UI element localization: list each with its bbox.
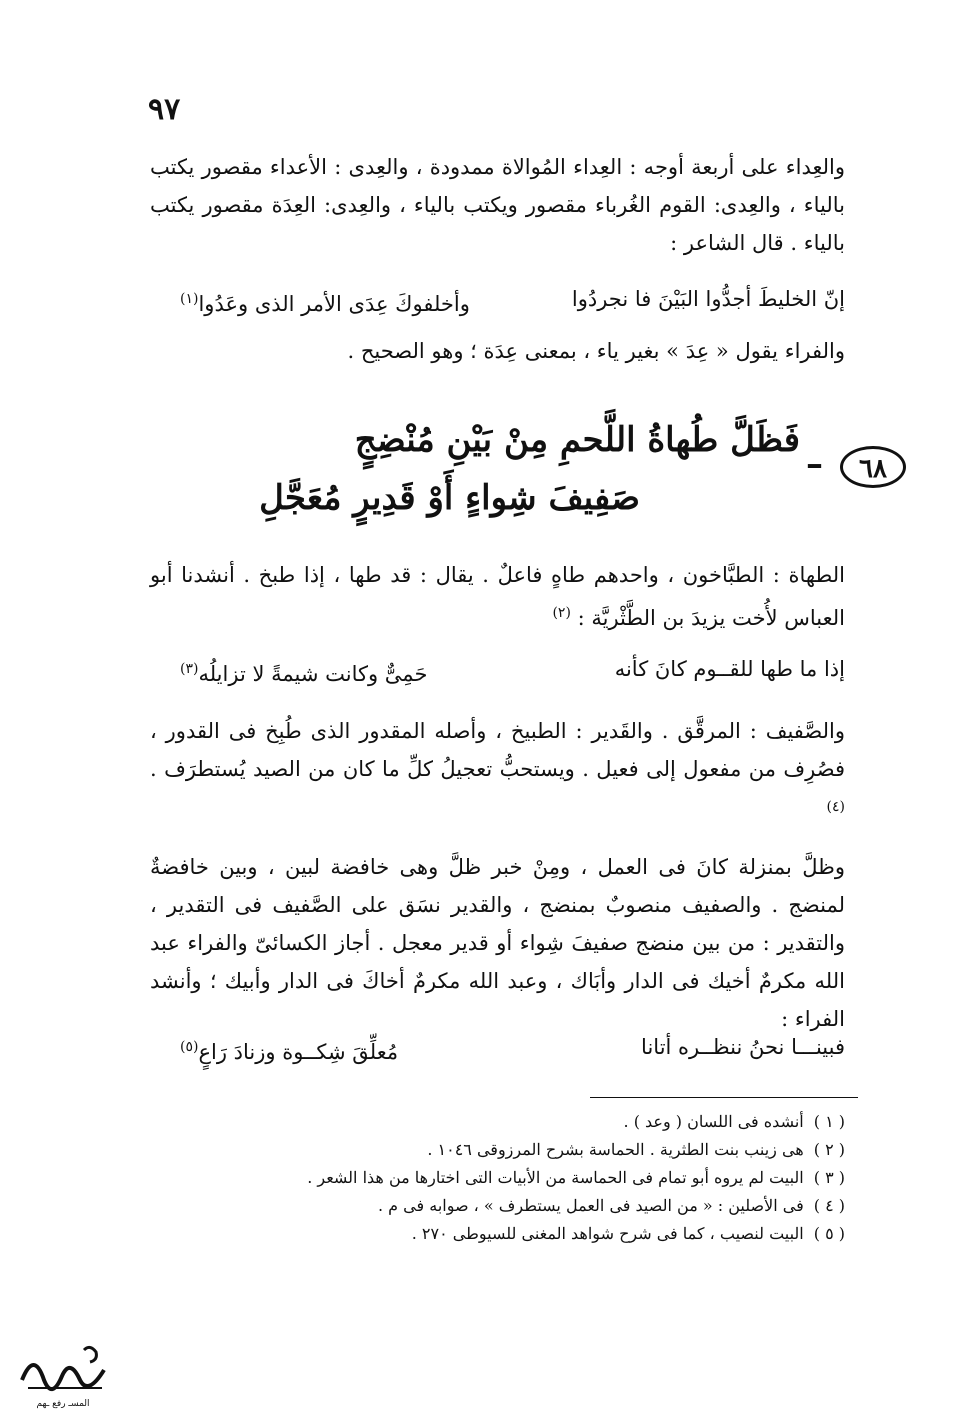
- verse-1-first-hemistich: إنّ الخليطَ أجدُّوا البَيْنَ فا نجردُوا: [571, 287, 845, 311]
- footnote-text: هى زينب بنت الطثرية . الحماسة بشرح المرزوقى ١٠٤٦ .: [427, 1140, 804, 1159]
- paragraph-1: والعِداء على أربعة أوجه : العِداء المُوالاة ممدودة ، والعِدى : الأعداء مقصور يكتب بالياء ، والعِدى: القوم الغُرباء مقصور ويكتب بالياء ، والعِدى: العِدَة مقصور يكتب بالياء . قال الشاعر :: [150, 155, 845, 255]
- footnote-number: ( ٤ ): [813, 1196, 845, 1215]
- footnote-number: ( ٢ ): [813, 1140, 845, 1159]
- verse-2-second-text: حَمِىٌّ وكانت شيمةً لا تزايلُه: [198, 662, 428, 686]
- verse-3-first-hemistich: فبينـــا نحنُ ننظــره أتانا: [641, 1035, 845, 1059]
- footnote-text: فى الأصلين : « من الصيد فى العمل يستطرف » ، صوابه فى م .: [378, 1196, 804, 1215]
- footnote-number: ( ٣ ): [813, 1168, 845, 1187]
- footnote-4: [300, 1192, 845, 1220]
- poem-line-1: فَظَلَّ طُهاةُ اللَّحمِ مِنْ بَيْنِ مُنْضِجٍ: [354, 420, 800, 460]
- footnote-text: البيت لم يروه أبو تمام فى الحماسة من الأبيات التى اختارها من هذا الشعر .: [307, 1168, 804, 1187]
- footnote-separator: [590, 1097, 858, 1098]
- footnote-number: ( ٥ ): [813, 1224, 845, 1243]
- verse-2-second-hemistich: [180, 650, 427, 693]
- footnote-ref-4: (٤): [826, 799, 845, 815]
- poem-dash: –: [806, 444, 823, 484]
- logo-text: المسـ رفع ـهم: [36, 1399, 90, 1409]
- verse-3-second-text: مُعلِّقَ شِكــوة وزنادَ رَاعٍ: [198, 1040, 399, 1064]
- footnote-ref-3: (٣): [180, 661, 199, 677]
- page-number: ٩٧: [148, 92, 181, 127]
- verse-3: [180, 1028, 845, 1066]
- verse-1-second-hemistich: [180, 280, 470, 323]
- footnote-text: البيت لنصيب ، كما فى شرح شواهد المغنى للسيوطى ٢٧٠ .: [411, 1224, 804, 1243]
- footnote-number: ( ١ ): [813, 1112, 845, 1131]
- verse-1-second-text: وأخلفوكَ عِدَى الأمر الذى وعَدُوا: [198, 292, 470, 316]
- poem-line-2: صَفِيفَ شِواءٍ أَوْ قَدِيرٍ مُعَجَّلِ: [259, 478, 640, 518]
- footnotes: [300, 1108, 845, 1248]
- footnote-ref-2: (٢): [552, 605, 571, 621]
- paragraph-3: [150, 556, 845, 637]
- paragraph-4: [150, 712, 845, 831]
- poem-number-badge: ٦٨: [840, 446, 906, 488]
- footnote-5: [300, 1220, 845, 1248]
- paragraph-3-text: الطهاة : الطبَّاخون ، واحدهم طاهٍ فاعلٌ . يقال : قد طها ، إذا طبخ . أنشدنا أبو العباس لأُخت يزيدَ بن الطَّثْريَّة :: [150, 563, 845, 630]
- verse-2-first-hemistich: إذا ما طها للقــوم كانَ كأنه: [614, 657, 845, 681]
- footnote-ref-5: (٥): [180, 1039, 199, 1055]
- verse-2: [180, 650, 845, 688]
- footnote-ref-1: (١): [180, 291, 199, 307]
- paragraph-4-text: والصَّفيف : المرقَّق . والقَدير : الطبيخ ، وأصله المقدور الذى طُبِخ فى القدور ، فصُرِف من مفعول إلى فعيل . ويستحبُّ تعجيلُ كلِّ ما كان من الصيد يُستطرَف .: [150, 719, 845, 781]
- verse-3-second-hemistich: [180, 1028, 398, 1071]
- footnote-1: [300, 1108, 845, 1136]
- footnote-text: أنشده فى اللسان ( وعد ) .: [623, 1112, 804, 1131]
- footnote-2: [300, 1136, 845, 1164]
- footnote-3: [300, 1164, 845, 1192]
- verse-1: [180, 280, 845, 318]
- paragraph-5: وظلَّ بمنزلة كانَ فى العمل ، ومِنْ خبر ظلَّ وهى خافضة لبين ، وبين خافضةٌ لمنضج . والصفيف منصوبٌ بمنضج ، والقدير نسَق على الصَّفيف فى التقدير ، والتقدير : من بين منضج صفيفَ شِواء أو قدير معجل . أجاز الكسائىّ والفراء عبد الله مكرمٌ أخيك فى الدار وأبَاك ، وعبد الله مكرمٌ أخاكَ فى الدار وأبيك ؛ وأنشد الفراء :: [150, 855, 845, 1031]
- paragraph-2: والفراء يقول « عِدَ » بغير ياء ، بمعنى عِدَة ؛ وهو الصحيح .: [347, 339, 845, 363]
- calligraphy-logo-icon: [14, 1340, 112, 1412]
